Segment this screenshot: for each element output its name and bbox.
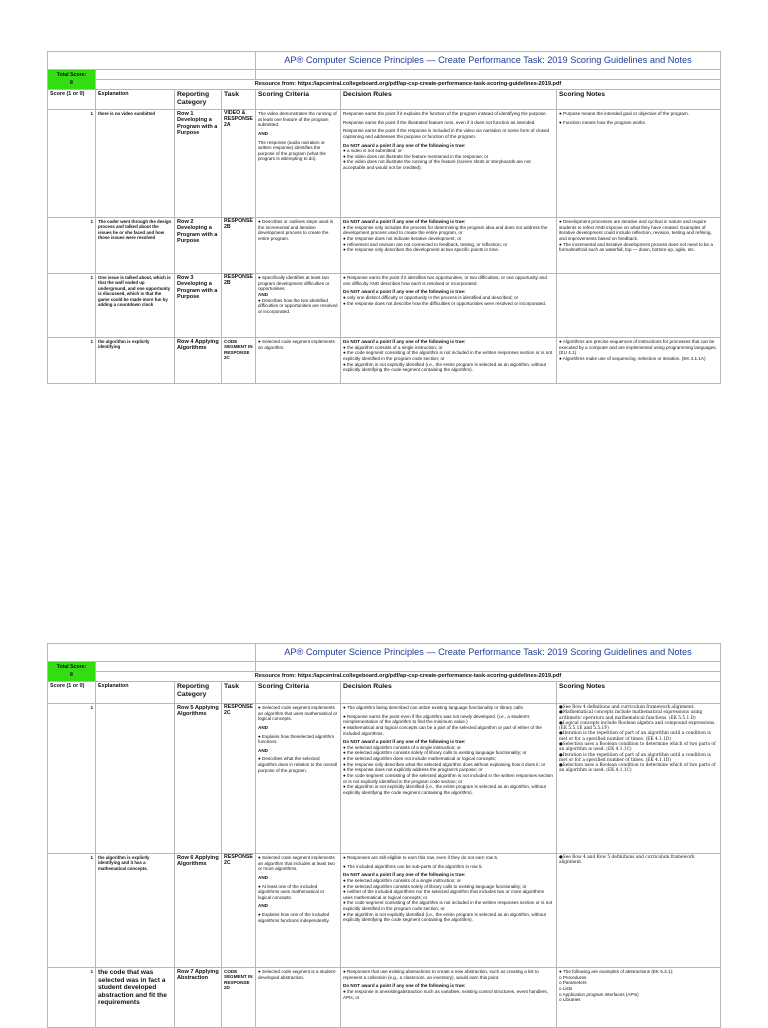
header-score: Score (1 or 0) — [48, 90, 96, 110]
resource-link[interactable]: Resource from: https://apcentral.collegeboard.org/pdf/ap-csp-create-performance-task-scoring-guidelines-2019.pdf — [96, 80, 721, 90]
rules-line: Response earns the point if it explains the function of the program instead of identifying the purpose. — [343, 111, 547, 116]
notes-line: o Procedures — [559, 974, 587, 980]
task-cell: RESPONSE 2B — [222, 274, 256, 338]
rules-line: ● a video is not submitted; or — [343, 148, 402, 154]
rules-line: ● The included algorithms can be sub-parts of the algorithm in row 5. — [343, 863, 483, 869]
task-cell: CODE SEGMENT IN RESPONSE 2D — [222, 968, 256, 1028]
criteria-line: The video demonstrates the running of at least one feature of the program submitted. — [258, 111, 337, 128]
header-notes: Scoring Notes — [557, 90, 721, 110]
rules-line: ● Mathematical and logical concepts can be a part of the selected algorithm or part of either of the included algorithms. — [343, 724, 542, 736]
score-cell: 1 — [48, 704, 96, 854]
rules-line: Do NOT award a point if any one of the following is true: — [343, 339, 466, 344]
rules-line: Do NOT award a point if any one of the following is true: — [343, 983, 466, 989]
rules-line: Do NOT award a point if any one of the following is true: — [343, 142, 466, 148]
category-cell: Row 3 Developing a Program with a Purpose — [175, 274, 222, 338]
notes-line: ●Mathematical concepts include mathematical expressions using arithmetic operators and mathematical functions. (EK 5.5.1.D) — [559, 710, 703, 721]
total-score-label: Total Score: — [56, 72, 87, 79]
total-score-value: 8 — [70, 79, 73, 86]
notes-line: ●Logical concepts include Boolean algebra and compound expressions. (EK 5.5.1E and 5.5.1F) — [559, 720, 716, 732]
rules-line: ● Responses that use existing abstractions to create a new abstraction, such as creating a list to represent a collection (e.g., a classroom, an inventory), would earn this point. — [343, 969, 539, 980]
total-score-value: 8 — [70, 671, 73, 678]
notes-line: o Libraries — [559, 997, 581, 1003]
notes-cell — [557, 274, 721, 338]
explanation-cell: The coder went through the design process and talked about the issues he or she faced and how those issues were resolved — [96, 218, 175, 274]
total-score-badge — [48, 662, 96, 682]
criteria-line: AND — [258, 724, 268, 730]
category-cell: Row 2 Developing a Program with a Purpose — [175, 218, 222, 274]
category-cell: Row 5 Applying Algorithms — [175, 704, 222, 854]
table-row — [48, 704, 721, 854]
rules-cell — [341, 338, 557, 384]
rules-line: ● the code segment consisting of the algorithm is not included in the written responses section or is not explicitly identified in the program code section; or — [343, 350, 553, 361]
criteria-line: AND — [258, 874, 268, 880]
rules-cell — [341, 274, 557, 338]
rules-line: ● Responses are still eligible to earn this row, even if they do not earn row 5. — [343, 855, 499, 860]
score-cell: 1 — [48, 218, 96, 274]
rules-line: ● the algorithm is not explicitly identified (i.e., the entire program is selected as an algorithm, without explicitly identifying the code segment containing the algorithm). — [343, 784, 546, 795]
criteria-line: ● Describes how the two identified difficulties or opportunities are resolved or incorporated. — [258, 297, 338, 314]
notes-cell — [557, 704, 721, 854]
header-explanation: Explanation — [96, 90, 175, 110]
criteria-line: AND — [258, 130, 268, 136]
rules-line: ● the response only describes the development at two specific points in time. — [343, 247, 500, 253]
header-task: Task — [222, 682, 256, 704]
rules-line: ● the selected algorithm consists solely of library calls to existing language functionality; or — [343, 883, 527, 889]
notes-line: o Lists — [559, 985, 573, 991]
criteria-line: ● Explains how one of the included algorithms functions independently. — [258, 912, 330, 923]
task-cell: RESPONSE 2C — [222, 854, 256, 968]
criteria-line: ● Describes or outlines steps used in the incremental and iterative development process to create the entire program. — [258, 219, 334, 241]
rules-line: ● the code segment consisting of the algorithm is not included in the written responses section or is not explicitly identified in the program code section; or — [343, 900, 553, 912]
rules-cell — [341, 110, 557, 218]
score-cell: 1 — [48, 110, 96, 218]
rules-line: Do NOT award a point if any one of the following is true: — [343, 219, 466, 224]
explanation-cell: the algorithm is explictly identifying and it has a mathematical concepts. — [96, 854, 175, 968]
resource-link[interactable]: Resource from: https://apcentral.collegeboard.org/pdf/ap-csp-create-performance-task-scoring-guidelines-2019.pdf — [96, 672, 721, 682]
explanation-cell: the code that was selected was in fact a student developed abstraction and fit the requirements — [96, 968, 175, 1028]
rules-line: ● the response does not explicitly address the program's purpose; or — [343, 767, 483, 773]
notes-line: ●Selection uses a Boolean condition to determine which of two parts of an algorithm is used. (EK 4.1.1C) — [559, 763, 716, 774]
header-row — [48, 90, 721, 110]
scoring-table-page-1 — [47, 51, 721, 384]
rules-line: ● the response only describes what the selected algorithm does without explaining how it does it; or — [343, 761, 546, 767]
table-row — [48, 338, 721, 384]
category-cell: Row 7 Applying Abstraction — [175, 968, 222, 1028]
rules-line: Do NOT award a point if any one of the following is true: — [343, 289, 466, 295]
category-cell: Row 6 Applying Algorithms — [175, 854, 222, 968]
notes-line: o Parameters — [559, 980, 587, 986]
notes-line: ●See Row 4 definitions and curriculum framework alignment. — [559, 705, 695, 710]
score-cell: 1 — [48, 338, 96, 384]
task-cell: CODE SEGMENT IN RESPONSE 2C — [222, 338, 256, 384]
total-score-badge — [48, 70, 96, 90]
explanation-cell: One issue is talked about, which is that the wolf ended up underground, and one opportunity is discussed, which is that the game could be made more fun by adding a countdown clock — [96, 274, 175, 338]
rules-line: ● the video does not illustrate the feature mentioned in the response; or — [343, 153, 489, 159]
rules-line: ● Response earns the point even if the algorithm was not newly developed. (i.e., a student's reimplementation of the algorithm to find the minimum value.) — [343, 713, 530, 725]
rules-line: Do NOT award a point if any one of the following is true: — [343, 872, 466, 878]
rules-line: ● the response is anexistingabstraction such as variables, existing control structures, event handlers, APIs; or — [343, 988, 549, 1000]
rules-line: ● Response earns the point if it identifies two opportunities, or two difficulties, or one opportunity and one difficulty AND describes how each is resolved or incorporated. — [343, 275, 547, 286]
score-cell: 1 — [48, 854, 96, 968]
header-row — [48, 682, 721, 704]
task-cell: RESPONSE 2C — [222, 704, 256, 854]
notes-line: ● Development processes are iterative and cyclical in nature and require students to refect AND improve on what they have created. Examples of iterative development could include reflection, revision, testing and refining, and improvements based on feedback. — [559, 219, 712, 241]
rules-line: ● the response only includes the process for determining the program idea and does not address the development process used to create the entire program, or — [343, 224, 548, 236]
notes-line: ● Algorithms make use of sequencing, selection or iteration. (EK 4.1.1A) — [559, 355, 706, 361]
table-row — [48, 968, 721, 1028]
header-category: Reporting Category — [175, 682, 222, 704]
rules-line: ● refinement and revision are not connected to feedback, testing, or reflection; or — [343, 241, 508, 247]
category-cell: Row 4 Applying Algorithms — [175, 338, 222, 384]
criteria-line: The response (audio narration or written response) identifies the purpose of the program (what the program is attempting to do). — [258, 139, 326, 162]
notes-line: ●See Row 4 and Row 5 definitions and curriculum framework alignment. — [559, 855, 695, 866]
rules-line: ● the algorithm is not explicitly identified (i.e., the entire program is selected as an algorithm, without explicitly identifying the code segment containing the algorithm). — [343, 911, 546, 923]
notes-cell — [557, 854, 721, 968]
notes-line: ●Selection uses a Boolean condition to determine which of two parts of an algorithm is used. (EK 4.1.1C) — [559, 741, 716, 753]
rules-line: ● the selected algorithm consists of a single instruction; or — [343, 744, 461, 750]
page-title: AP® Computer Science Principles — Create Performance Task: 2019 Scoring Guidelines and Notes — [256, 644, 721, 662]
notes-cell — [557, 968, 721, 1028]
rules-line: ● only one distinct difficulty or opportunity in the process is identified and described; or — [343, 294, 519, 300]
notes-cell — [557, 218, 721, 274]
rules-line: Response earns the point if the illustrated feature runs, even if it does not function as intended. — [343, 119, 536, 125]
criteria-line: ● Explains how theselected algorithm functions. — [258, 733, 335, 745]
rules-line: ● the selected algorithm does not include mathematical or logical concepts; — [343, 756, 496, 762]
criteria-cell — [256, 338, 341, 384]
page-title: AP® Computer Science Principles — Create Performance Task: 2019 Scoring Guidelines and Notes — [256, 52, 721, 70]
header-explanation: Explanation — [96, 682, 175, 704]
score-cell: 1 — [48, 968, 96, 1028]
rules-cell — [341, 854, 557, 968]
criteria-line: AND — [258, 747, 268, 753]
table-row — [48, 110, 721, 218]
rules-cell — [341, 968, 557, 1028]
criteria-cell — [256, 968, 341, 1028]
rules-cell — [341, 218, 557, 274]
notes-line: ● Algorithms are precise sequences of instructions for processes that can be executed by a computer and are implemented using programming languages. (EU 4.1) — [559, 339, 717, 356]
category-cell: Row 1 Developing a Program with a Purpose — [175, 110, 222, 218]
notes-line: ● Purpose means the intended goal or objective of the program. — [559, 111, 689, 116]
table-row — [48, 274, 721, 338]
notes-line: ● The following are examples of abstractions (EK 5.3.1): — [559, 969, 674, 974]
criteria-cell — [256, 218, 341, 274]
rules-line: ● the video does not illustrate the running of the feature (screen shots or storyboards are not acceptable and would not be credited). — [343, 159, 531, 171]
rules-line: Response earns the point if the response is included in the video via narration or some form of closed captioning and addresses the purpose or function of the program. — [343, 128, 550, 139]
notes-line: ●Iteration is the repetition of part of an algorithm until a condition is met or for a specified number of times. (EK 4.1.1D) — [559, 731, 711, 742]
rules-cell — [341, 704, 557, 854]
scoring-table-page-2 — [47, 643, 721, 1028]
rules-line: ● the response does not describe how the difficulties or opportunities were resolved or incorporated. — [343, 300, 547, 306]
header-notes: Scoring Notes — [557, 682, 721, 704]
rules-line: ● the code segment consisting of the selected algorithm is not included in the written responses section or is not explicitly identified in the program code section; or — [343, 773, 553, 784]
criteria-line: ● Selected code segment implements an algorithm. — [258, 339, 335, 350]
criteria-line: ● Selected code segment implements an algorithm that uses mathematical or logical concepts. — [258, 705, 338, 722]
score-cell: 1 — [48, 274, 96, 338]
rules-line: ● the response does not indicate iterative development; or — [343, 235, 462, 241]
explanation-cell: there is no video sumbitted — [96, 110, 175, 218]
criteria-line: ● Selected code segment is a student-developed abstraction. — [258, 969, 337, 980]
criteria-cell — [256, 704, 341, 854]
rules-line: ● the selected algorithm consists of a single instruction; or — [343, 877, 461, 883]
header-rules: Decision Rules — [341, 682, 557, 704]
header-score: Score (1 or 0) — [48, 682, 96, 704]
rules-line: ● the algorithm consists of a single instruction; or — [343, 344, 443, 350]
notes-line: ● The incremental and iterative development process does not need to be a formalmethod such as waterfall, top — down, bottom-up, agile, etc. — [559, 241, 713, 253]
total-score-label: Total Score: — [56, 664, 87, 671]
criteria-line: ● Selected code segment implements an algorithm that includes at least two or more algorithms. — [258, 855, 335, 872]
rules-line: ● neither of the included algorithms nor the selected algorithm that includes two or more algorithms uses mathematical or logical concepts; or — [343, 889, 544, 900]
header-task: Task — [222, 90, 256, 110]
criteria-cell — [256, 274, 341, 338]
task-cell: VIDEO & RESPONSE 2A — [222, 110, 256, 218]
explanation-cell — [96, 704, 175, 854]
rules-line: ● the algorithm is not explicitly identified (i.e., the entire program is selected as an algorithm, without explicitly identifying the code segment containing the algorithm). — [343, 361, 546, 373]
notes-cell — [557, 338, 721, 384]
notes-line: ● Function means how the program works. — [559, 119, 647, 125]
criteria-line: ● At least one of the included algorithms uses mathematical or logical concepts. — [258, 883, 325, 900]
task-cell: RESPONSE 2B — [222, 218, 256, 274]
rules-line: ● the selected algorithm consists solely of library calls to existing language functionality; or — [343, 750, 527, 756]
table-row — [48, 218, 721, 274]
notes-cell — [557, 110, 721, 218]
header-rules: Decision Rules — [341, 90, 557, 110]
header-criteria: Scoring Criteria — [256, 682, 341, 704]
notes-line: o Application program interfaces (APIs) — [559, 991, 639, 997]
header-category: Reporting Category — [175, 90, 222, 110]
criteria-cell — [256, 854, 341, 968]
criteria-line: ● Describes what the selected algorithm does in relation to the overall purpose of the program. — [258, 756, 337, 773]
header-criteria: Scoring Criteria — [256, 90, 341, 110]
table-row — [48, 854, 721, 968]
criteria-line: ● Specifically identifies at least two program development difficulties or opportunities. — [258, 275, 330, 292]
criteria-line: AND — [258, 903, 268, 909]
criteria-line: AND — [258, 291, 268, 297]
rules-line: ● The algorithm being described can utilize existing language functionality or library calls. — [343, 705, 524, 710]
criteria-cell — [256, 110, 341, 218]
notes-line: ●Iteration is the repetition of part of an algorithm until a condition is met or for a specified number of times. (EK 4.1.1D) — [559, 752, 711, 763]
explanation-cell: the algorithm is explictly identifying — [96, 338, 175, 384]
rules-line: Do NOT award a point if any one of the following is true: — [343, 739, 466, 745]
